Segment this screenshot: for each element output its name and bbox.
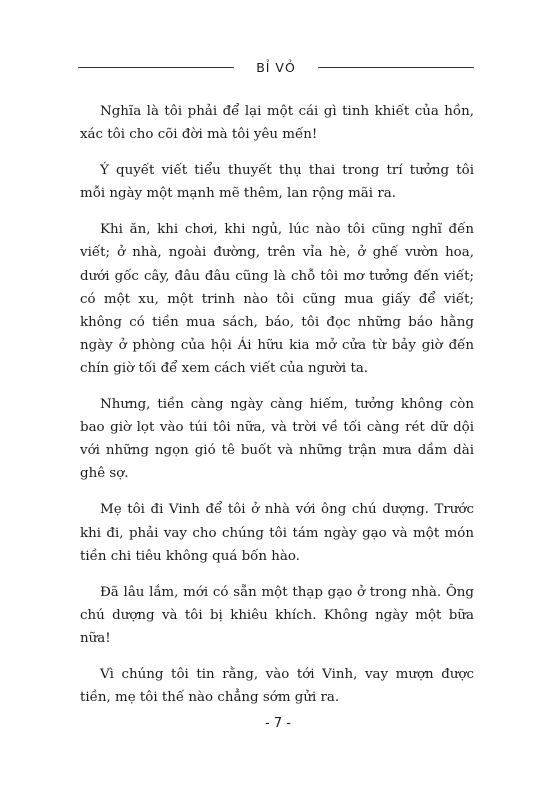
book-title: BỈ VỎ	[256, 59, 296, 75]
running-header	[78, 56, 474, 78]
page-number: - 7 -	[265, 716, 291, 731]
paragraph: Khi ăn, khi chơi, khi ngủ, lúc nào tôi cũng nghĩ đến viết; ở nhà, ngoài đường, trên vỉa hè, ở ghế vườn hoa, dưới gốc cây, đâu đâu cũng là chỗ tôi mơ tưởng đến viết; có một xu, một trinh nào tôi cũng mua giấy để viết; không có tiền mua sách, báo, tôi đọc những báo hằng ngày ở phòng của hội Ái hữu kia mở cửa từ bảy giờ đến chín giờ tối để xem cách viết của người ta.	[80, 222, 474, 376]
body-text	[80, 100, 474, 722]
paragraph: Ý quyết viết tiểu thuyết thụ thai trong trí tưởng tôi mỗi ngày một mạnh mẽ thêm, lan rộng mãi ra.	[80, 163, 474, 202]
paragraph: Mẹ tôi đi Vinh để tôi ở nhà với ông chú dượng. Trước khi đi, phải vay cho chúng tôi tám ngày gạo và một món tiền chi tiêu không quá bốn hào.	[80, 502, 474, 564]
paragraph: Nhưng, tiền càng ngày càng hiếm, tưởng không còn bao giờ lọt vào túi tôi nữa, và trời về tối càng rét dữ dội với những ngọn gió tê buốt và những trận mưa dầm dài ghê sợ.	[80, 397, 474, 482]
paragraph: Đã lâu lắm, mới có sẵn một thạp gạo ở trong nhà. Ông chú dượng và tôi bị khiêu khích. Không ngày một bữa nữa!	[80, 584, 474, 646]
paragraph: Vì chúng tôi tin rằng, vào tới Vinh, vay mượn được tiền, mẹ tôi thế nào chẳng sớm gửi ra.	[80, 666, 474, 706]
header-rule-left	[78, 67, 234, 68]
header-rule-right	[318, 67, 474, 68]
paragraph: Nghĩa là tôi phải để lại một cái gì tinh khiết của hồn, xác tôi cho cõi đời mà tôi yêu mến!	[80, 104, 474, 143]
